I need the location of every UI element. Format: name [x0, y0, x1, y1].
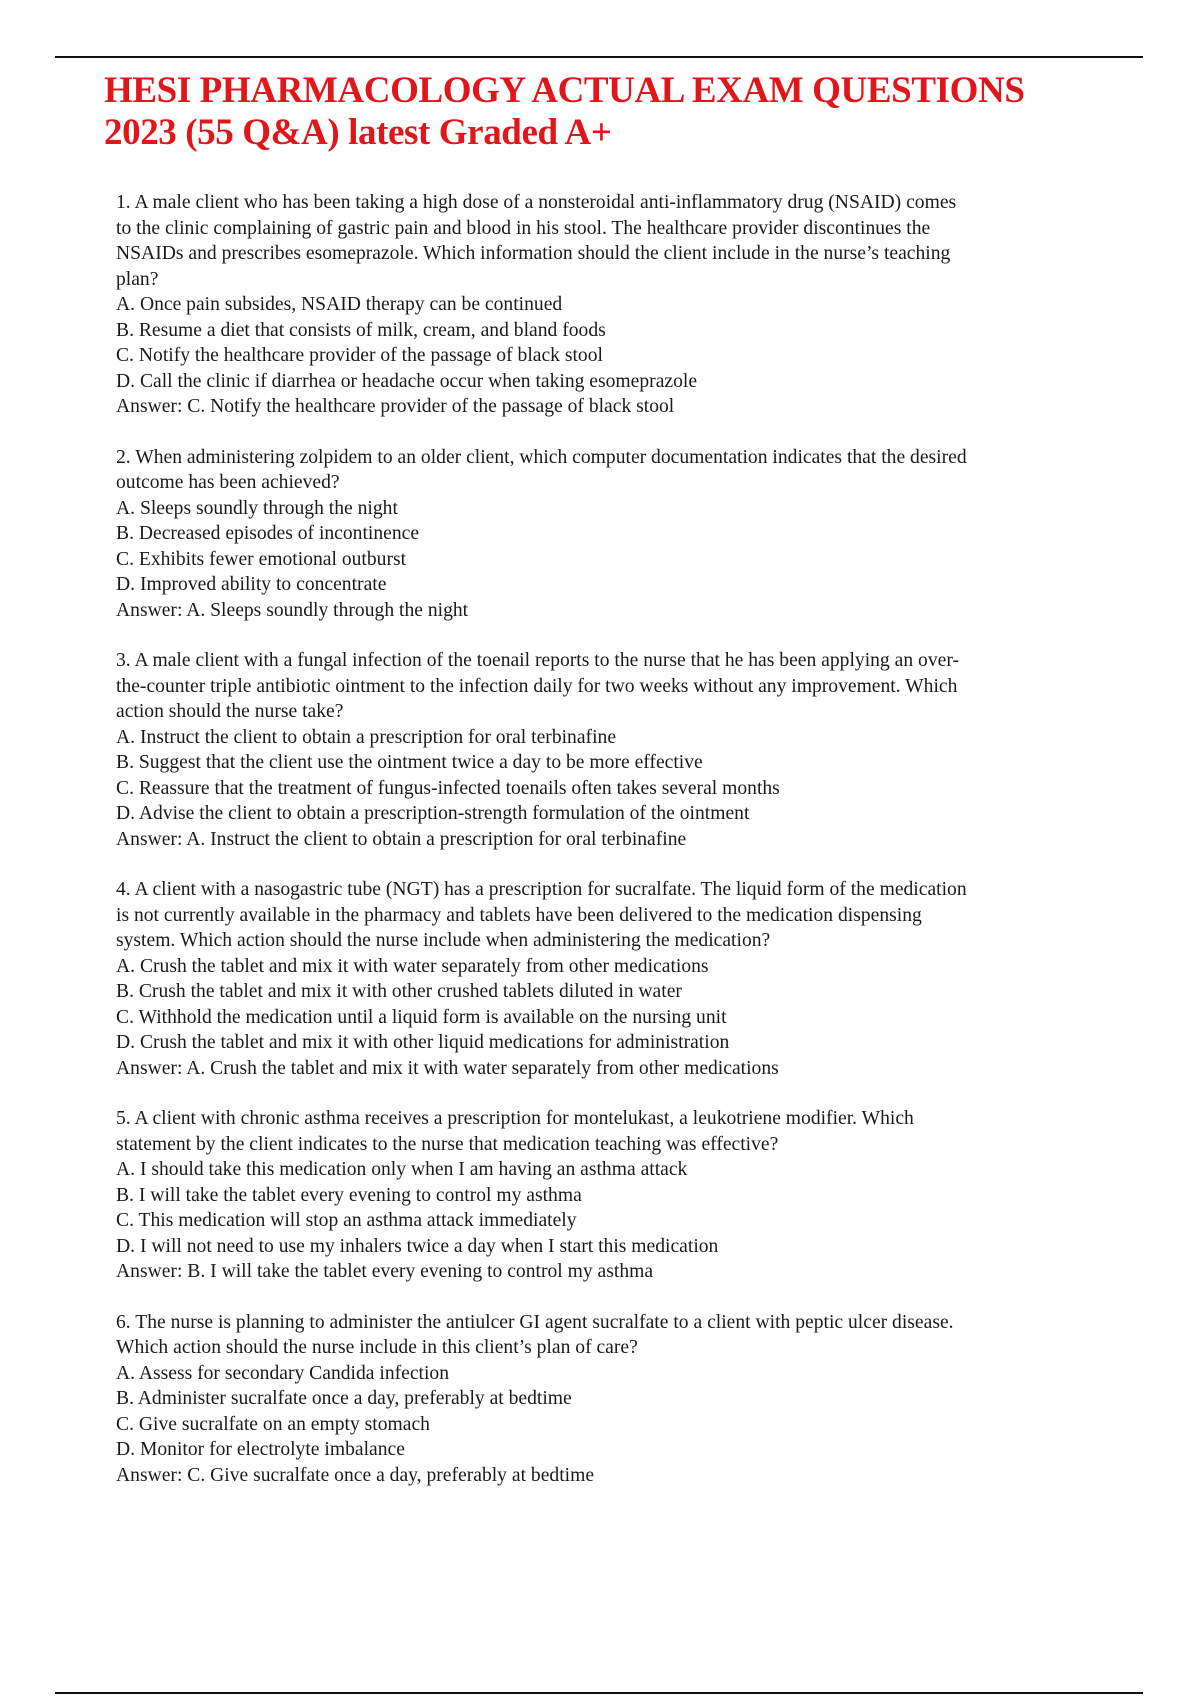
answer-key: Answer: A. Instruct the client to obtain a prescription for oral terbinafine [116, 828, 687, 850]
question-stem-line: the-counter triple antibiotic ointment to the infection daily for two weeks without any improvement. Which [116, 675, 958, 697]
answer-option: B. Crush the tablet and mix it with other crushed tablets diluted in water [116, 981, 682, 1002]
question-block [116, 648, 1080, 852]
question-stem-line: 6. The nurse is planning to administer the antiulcer GI agent sucralfate to a client with peptic ulcer disease. [116, 1311, 954, 1333]
question-stem-line: is not currently available in the pharmacy and tablets have been delivered to the medication dispensing [116, 904, 922, 926]
answer-option: A. Once pain subsides, NSAID therapy can be continued [116, 294, 563, 315]
question-stem-line: to the clinic complaining of gastric pain and blood in his stool. The healthcare provider discontinues the [116, 217, 931, 239]
question-list [116, 190, 1080, 1513]
answer-option: B. I will take the tablet every evening to control my asthma [116, 1184, 582, 1206]
answer-key: Answer: B. I will take the tablet every evening to control my asthma [116, 1261, 654, 1282]
answer-option: A. Assess for secondary Candida infection [116, 1362, 450, 1384]
top-divider [55, 56, 1143, 58]
answer-option: C. Give sucralfate on an empty stomach [116, 1413, 430, 1435]
answer-option: C. Notify the healthcare provider of the passage of black stool [116, 345, 603, 366]
question-stem-line: system. Which action should the nurse include when administering the medication? [116, 930, 771, 951]
answer-option: D. Monitor for electrolyte imbalance [116, 1439, 405, 1460]
document-title: HESI PHARMACOLOGY ACTUAL EXAM QUESTIONS 2023 (55 Q&A) latest Graded A+ [104, 70, 1025, 153]
answer-option: C. Exhibits fewer emotional outburst [116, 548, 407, 570]
answer-option: A. Sleeps soundly through the night [116, 497, 398, 519]
answer-option: C. This medication will stop an asthma attack immediately [116, 1210, 577, 1231]
answer-option: C. Reassure that the treatment of fungus-infected toenails often takes several months [116, 777, 780, 799]
answer-key: Answer: A. Crush the tablet and mix it with water separately from other medications [116, 1057, 779, 1079]
answer-option: D. Call the clinic if diarrhea or headache occur when taking esomeprazole [116, 370, 698, 392]
answer-option: A. I should take this medication only when I am having an asthma attack [116, 1159, 688, 1180]
answer-key: Answer: C. Notify the healthcare provider of the passage of black stool [116, 396, 675, 417]
question-stem-line: 2. When administering zolpidem to an older client, which computer documentation indicates that the desired [116, 446, 967, 468]
question-stem-line: NSAIDs and prescribes esomeprazole. Which information should the client include in the nurse’s teaching [116, 243, 951, 264]
answer-option: B. Resume a diet that consists of milk, cream, and bland foods [116, 319, 606, 341]
question-stem-line: action should the nurse take? [116, 701, 344, 722]
answer-option: B. Suggest that the client use the ointment twice a day to be more effective [116, 752, 703, 773]
answer-option: B. Decreased episodes of incontinence [116, 523, 420, 544]
question-stem-line: outcome has been achieved? [116, 472, 340, 493]
answer-option: D. Improved ability to concentrate [116, 574, 387, 595]
answer-option: D. Crush the tablet and mix it with other liquid medications for administration [116, 1032, 730, 1053]
question-stem-line: statement by the client indicates to the nurse that medication teaching was effective? [116, 1133, 779, 1155]
answer-key: Answer: A. Sleeps soundly through the night [116, 599, 469, 621]
question-stem-line: 1. A male client who has been taking a high dose of a nonsteroidal anti-inflammatory drug (NSAID) comes [116, 192, 957, 213]
answer-option: A. Instruct the client to obtain a prescription for oral terbinafine [116, 726, 617, 748]
question-stem-line: 4. A client with a nasogastric tube (NGT) has a prescription for sucralfate. The liquid form of the medication [116, 879, 967, 900]
answer-option: D. I will not need to use my inhalers twice a day when I start this medication [116, 1235, 719, 1257]
answer-option: C. Withhold the medication until a liquid form is available on the nursing unit [116, 1006, 727, 1028]
question-block [116, 1310, 1080, 1489]
question-stem-line: 3. A male client with a fungal infection of the toenail reports to the nurse that he has been applying an over- [116, 650, 959, 671]
question-block [116, 190, 1080, 420]
answer-option: B. Administer sucralfate once a day, preferably at bedtime [116, 1388, 572, 1409]
question-block [116, 877, 1080, 1081]
question-stem-line: plan? [116, 268, 159, 290]
answer-key: Answer: C. Give sucralfate once a day, preferably at bedtime [116, 1464, 595, 1486]
question-stem-line: Which action should the nurse include in this client’s plan of care? [116, 1337, 638, 1358]
answer-option: D. Advise the client to obtain a prescription-strength formulation of the ointment [116, 803, 750, 824]
answer-option: A. Crush the tablet and mix it with water separately from other medications [116, 955, 709, 977]
bottom-divider [55, 1692, 1143, 1694]
question-block [116, 445, 1080, 624]
question-block [116, 1106, 1080, 1285]
question-stem-line: 5. A client with chronic asthma receives a prescription for montelukast, a leukotriene modifier. Which [116, 1108, 914, 1129]
